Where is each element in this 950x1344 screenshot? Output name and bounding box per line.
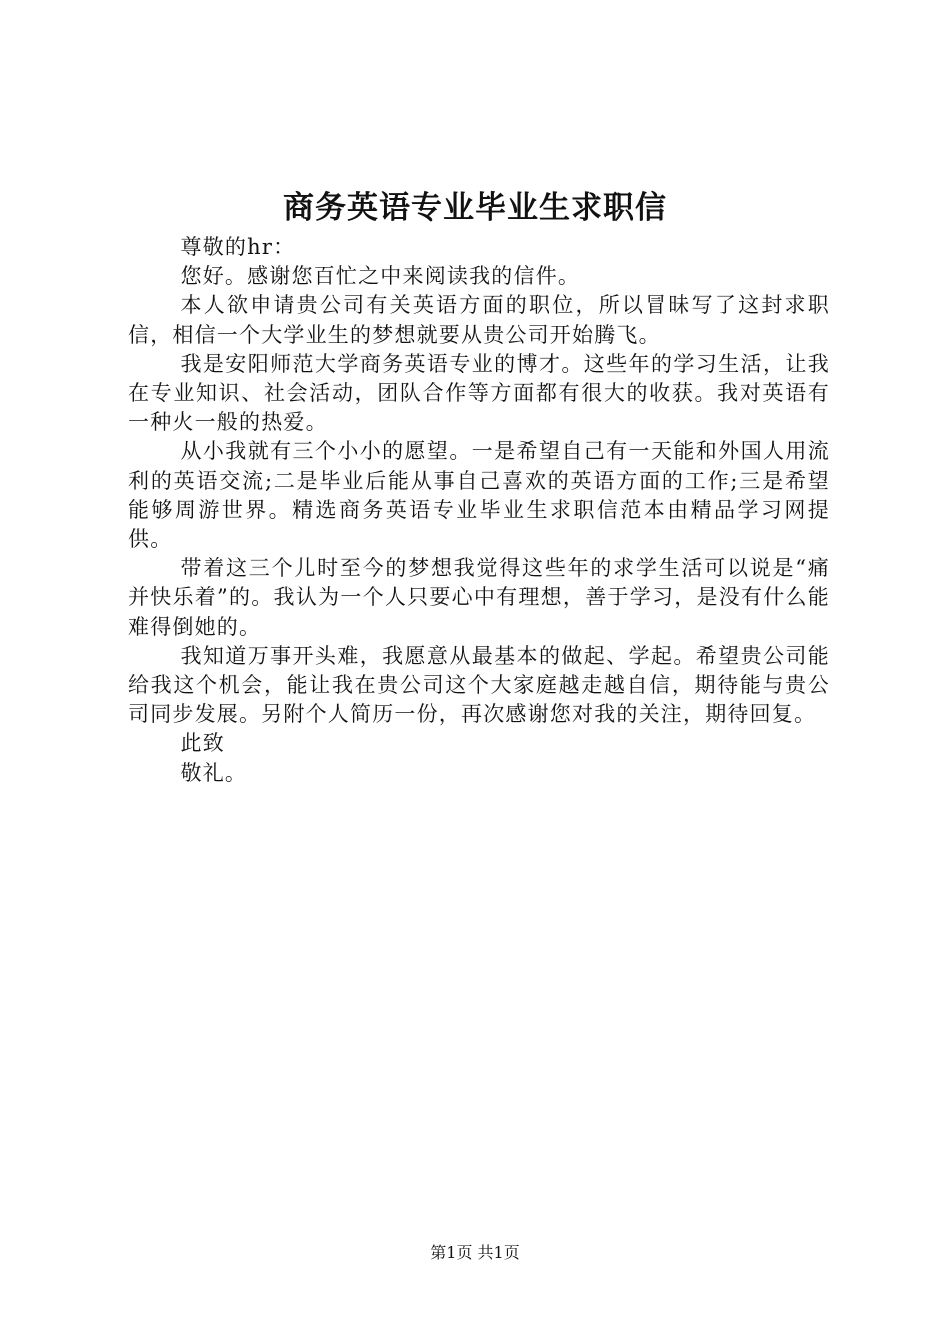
body-paragraph: 带着这三个儿时至今的梦想我觉得这些年的求学生活可以说是“痛并快乐着”的。我认为一个人只要心中有理想，善于学习，是没有什么能难得倒她的。 [128, 556, 830, 639]
body-paragraph: 从小我就有三个小小的愿望。一是希望自己有一天能和外国人用流利的英语交流;二是毕业后能从事自己喜欢的英语方面的工作;三是希望能够周游世界。精选商务英语专业毕业生求职信范本由精品学习网提供。 [128, 439, 830, 552]
body-paragraph: 我是安阳师范大学商务英语专业的博才。这些年的学习生活，让我在专业知识、社会活动，团队合作等方面都有很大的收获。我对英语有一种火一般的热爱。 [128, 351, 830, 435]
document-title: 商务英语专业毕业生求职信 [283, 190, 667, 226]
greeting-paragraph: 您好。感谢您百忙之中来阅读我的信件。 [180, 264, 581, 289]
salutation: 尊敬的hr： [180, 235, 296, 259]
closing-line: 此致 [180, 731, 225, 756]
page-footer: 第1页 共1页 [430, 1243, 520, 1262]
body-paragraph: 我知道万事开头难，我愿意从最基本的做起、学起。希望贵公司能给我这个机会，能让我在贵公司这个大家庭越走越自信，期待能与贵公司同步发展。另附个人简历一份，再次感谢您对我的关注，期待回复。 [128, 643, 830, 727]
closing-regards: 敬礼。 [180, 760, 248, 785]
letter-body [128, 233, 830, 788]
body-paragraph: 本人欲申请贵公司有关英语方面的职位，所以冒昧写了这封求职信，相信一个大学业生的梦想就要从贵公司开始腾飞。 [128, 293, 830, 347]
